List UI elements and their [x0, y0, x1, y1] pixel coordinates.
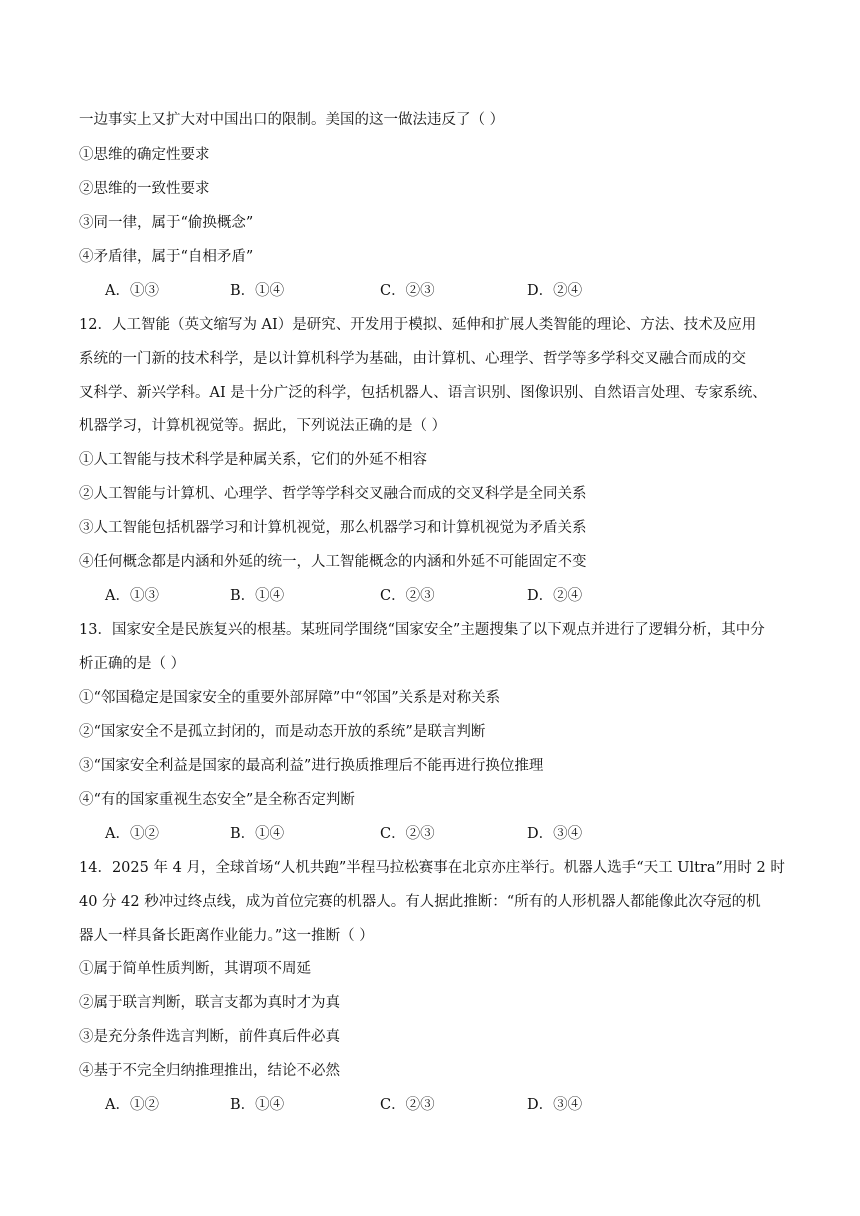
- q12-option-b[interactable]: B．①④: [230, 588, 285, 604]
- q12-stem-line-1: 12．人工智能（英文缩写为 AI）是研究、开发用于模拟、延伸和扩展人类智能的理论、方法、技术及应用: [79, 317, 757, 333]
- q12-stem-line-3: 叉科学、新兴学科。AI 是十分广泛的科学，包括机器人、语言识别、图像识别、自然语言处理、专家系统、: [79, 385, 767, 401]
- q14-option-b[interactable]: B．①④: [230, 1097, 285, 1113]
- q14-item-1: ①属于简单性质判断，其谓项不周延: [79, 961, 311, 977]
- q14-item-2: ②属于联言判断，联言支都为真时才为真: [79, 995, 340, 1011]
- q11-option-a[interactable]: A．①③: [105, 283, 159, 299]
- q14-option-a[interactable]: A．①②: [105, 1097, 159, 1113]
- q11-stem-tail: 一边事实上又扩大对中国出口的限制。美国的这一做法违反了（ ）: [79, 112, 505, 128]
- q14-option-d[interactable]: D．③④: [527, 1097, 583, 1113]
- q13-option-a[interactable]: A．①②: [105, 826, 159, 842]
- q14-stem-line-3: 器人一样具备长距离作业能力。”这一推断（ ）: [79, 928, 374, 944]
- q11-option-c[interactable]: C．②③: [380, 283, 435, 299]
- q13-stem-line-2: 析正确的是（ ）: [79, 656, 186, 672]
- q12-option-a[interactable]: A．①③: [105, 588, 159, 604]
- q12-item-3: ③人工智能包括机器学习和计算机视觉，那么机器学习和计算机视觉为矛盾关系: [79, 520, 587, 536]
- q11-option-b[interactable]: B．①④: [230, 283, 285, 299]
- q13-option-c[interactable]: C．②③: [380, 826, 435, 842]
- q13-option-b[interactable]: B．①④: [230, 826, 285, 842]
- q11-item-4: ④矛盾律，属于“自相矛盾”: [79, 249, 254, 265]
- q12-item-2: ②人工智能与计算机、心理学、哲学等学科交叉融合而成的交叉科学是全同关系: [79, 486, 587, 502]
- q14-option-c[interactable]: C．②③: [380, 1097, 435, 1113]
- q13-stem-line-1: 13．国家安全是民族复兴的根基。某班同学围绕“国家安全”主题搜集了以下观点并进行了逻辑分析，其中分: [79, 622, 765, 638]
- q14-item-3: ③是充分条件选言判断，前件真后件必真: [79, 1029, 340, 1045]
- q13-item-4: ④“有的国家重视生态安全”是全称否定判断: [79, 792, 355, 808]
- q14-stem-line-2: 40 分 42 秒冲过终点线，成为首位完赛的机器人。有人据此推断：“所有的人形机器人都能像此次夺冠的机: [79, 894, 761, 910]
- q12-option-d[interactable]: D．②④: [527, 588, 583, 604]
- q11-item-3: ③同一律，属于“偷换概念”: [79, 215, 254, 231]
- q13-item-2: ②“国家安全不是孤立封闭的，而是动态开放的系统”是联言判断: [79, 724, 486, 740]
- q13-item-3: ③“国家安全利益是国家的最高利益”进行换质推理后不能再进行换位推理: [79, 758, 544, 774]
- q11-option-d[interactable]: D．②④: [527, 283, 583, 299]
- q12-stem-line-4: 机器学习，计算机视觉等。据此，下列说法正确的是（ ）: [79, 418, 447, 434]
- q12-option-c[interactable]: C．②③: [380, 588, 435, 604]
- q12-stem-line-2: 系统的一门新的技术科学，是以计算机科学为基础，由计算机、心理学、哲学等多学科交叉融合而成的交: [79, 351, 746, 367]
- q11-item-1: ①思维的确定性要求: [79, 147, 210, 163]
- q14-stem-line-1: 14．2025 年 4 月，全球首场“人机共跑”半程马拉松赛事在北京亦庄举行。机器人选手“天工 Ultra”用时 2 时: [79, 860, 785, 876]
- q12-item-4: ④任何概念都是内涵和外延的统一，人工智能概念的内涵和外延不可能固定不变: [79, 554, 587, 570]
- q12-item-1: ①人工智能与技术科学是种属关系，它们的外延不相容: [79, 452, 427, 468]
- q11-item-2: ②思维的一致性要求: [79, 181, 210, 197]
- q14-item-4: ④基于不完全归纳推理推出，结论不必然: [79, 1063, 340, 1079]
- q13-item-1: ①“邻国稳定是国家安全的重要外部屏障”中“邻国”关系是对称关系: [79, 690, 501, 706]
- q13-option-d[interactable]: D．③④: [527, 826, 583, 842]
